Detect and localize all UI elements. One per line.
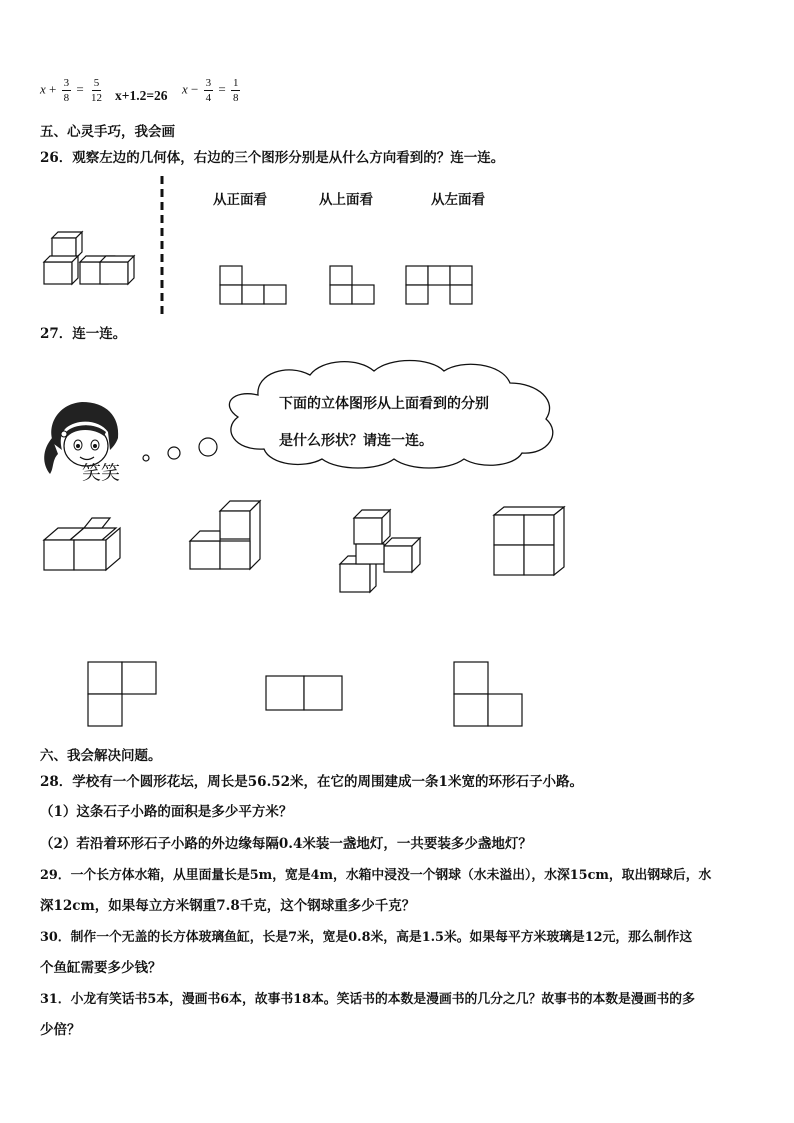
eq3-den1: 4 — [205, 92, 212, 104]
eq3-equals: = — [218, 81, 226, 97]
eq3-op: − — [191, 81, 199, 97]
eq1-equals: = — [76, 81, 84, 97]
eq1-frac-left — [62, 76, 72, 105]
q26-solid-figure — [40, 228, 140, 290]
question-31-line-2: 少倍？ — [40, 1022, 81, 1038]
question-28-text: 28．学校有一个圆形花坛，周长是56.52米，在它的周围建成一条1米宽的环形石子小路。 — [40, 774, 583, 790]
q27-view-shape-3[interactable] — [452, 660, 526, 728]
q27-solid-2[interactable] — [188, 497, 268, 573]
eq3-frac-left — [204, 76, 214, 105]
question-29-line-1: 29．一个长方体水箱，从里面量长是5m，宽是4m，水箱中浸没一个钢球（水未溢出），水深15cm，取出钢球后，水 — [40, 868, 712, 883]
eq3-num1: 3 — [205, 77, 212, 89]
eq1-num2: 5 — [93, 77, 100, 89]
bubble-text-line-1: 下面的立体图形从上面看到的分别 — [279, 396, 489, 412]
q26-view-shape-2[interactable] — [329, 265, 379, 307]
q26-view-shape-1[interactable] — [219, 265, 291, 307]
eq3-den2: 8 — [232, 92, 239, 104]
label-left-view: 从左面看 — [431, 192, 485, 208]
label-front-view: 从正面看 — [213, 192, 267, 208]
question-31-line-1: 31．小龙有笑话书5本，漫画书6本，故事书18本。笑话书的本数是漫画书的几分之几？故事书的本数是漫画书的多 — [40, 992, 695, 1007]
thought-dots — [138, 432, 224, 468]
eq1-op: + — [49, 81, 57, 97]
label-top-view: 从上面看 — [319, 192, 373, 208]
q26-dashed-divider — [158, 176, 166, 316]
eq3-frac-right — [231, 76, 241, 105]
eq1-den1: 8 — [63, 92, 70, 104]
section-5-heading: 五、心灵手巧，我会画 — [40, 124, 175, 140]
question-30-line-2: 个鱼缸需要多少钱？ — [40, 960, 162, 976]
equation-1 — [40, 76, 106, 105]
question-27-text: 27．连一连。 — [40, 326, 127, 342]
bubble-text-line-2: 是什么形状？请连一连。 — [279, 433, 433, 449]
q26-view-shape-3[interactable] — [405, 265, 477, 307]
q27-view-shape-1[interactable] — [86, 660, 160, 728]
equation-3 — [182, 76, 242, 105]
question-29-line-2: 深12cm，如果每立方米钢重7.8千克，这个钢球重多少千克？ — [40, 898, 416, 914]
eq1-frac-right — [89, 76, 104, 105]
q27-solid-1[interactable] — [40, 512, 130, 574]
question-30-line-1: 30．制作一个无盖的长方体玻璃鱼缸，长是7米，宽是0.8米，高是1.5米。如果每平方米玻璃是12元，那么制作这 — [40, 930, 693, 945]
eq1-num1: 3 — [63, 77, 70, 89]
q27-view-shape-2[interactable] — [264, 674, 348, 714]
eq1-den2: 12 — [90, 92, 102, 104]
character-name: 笑笑 — [82, 462, 121, 484]
question-26-text: 26．观察左边的几何体，右边的三个图形分别是从什么方向看到的？连一连。 — [40, 150, 505, 166]
equation-2: x+1.2=26 — [115, 88, 168, 103]
q27-solid-4[interactable] — [490, 505, 570, 579]
question-28-sub-1: （1）这条石子小路的面积是多少平方米？ — [40, 804, 293, 820]
question-28-sub-2: （2）若沿着环形石子小路的外边缘每隔0.4米装一盏地灯，一共要装多少盏地灯？ — [40, 836, 532, 852]
eq1-var: x — [40, 81, 46, 97]
eq3-num2: 1 — [232, 77, 239, 89]
section-6-heading: 六、我会解决问题。 — [40, 748, 162, 764]
eq3-var: x — [182, 81, 188, 97]
q27-solid-3[interactable] — [338, 506, 430, 596]
